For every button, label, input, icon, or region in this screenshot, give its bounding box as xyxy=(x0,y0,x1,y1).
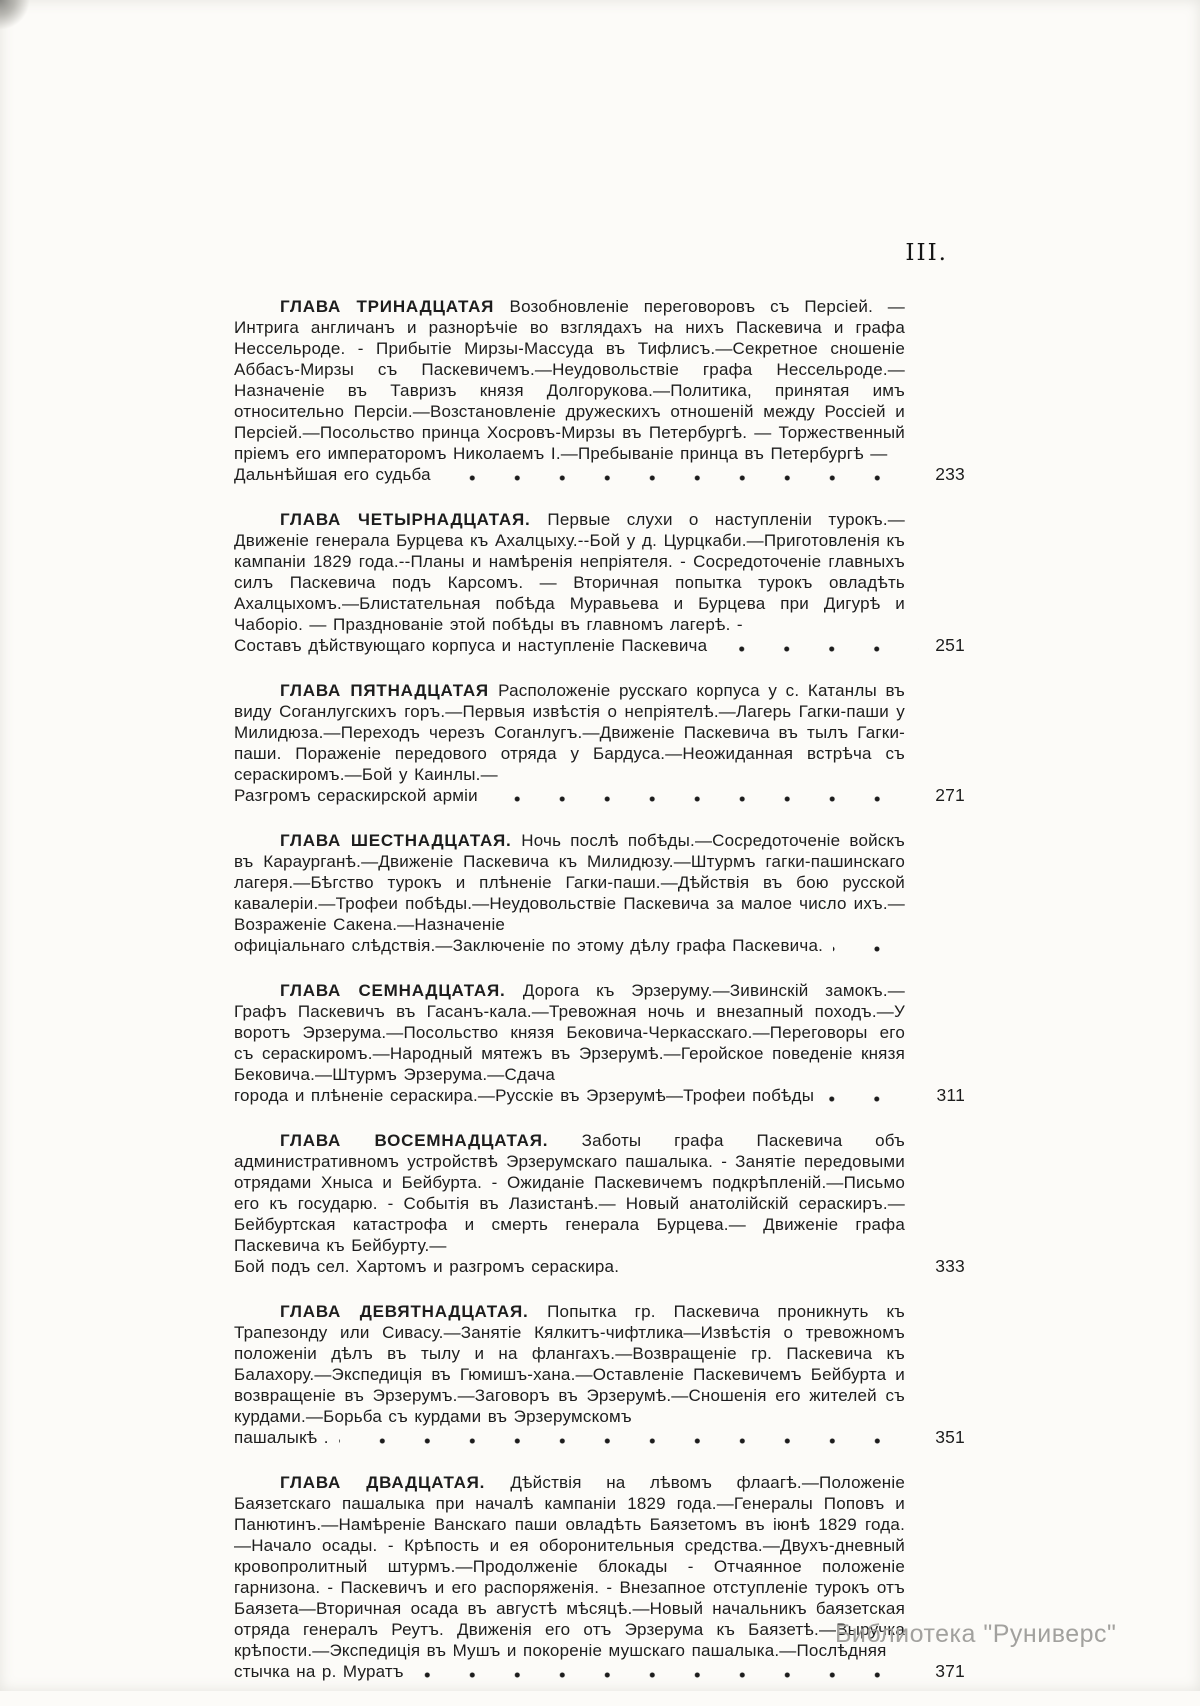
dot-leader xyxy=(414,1672,919,1679)
dot-leader xyxy=(339,1438,919,1445)
page-number: 333 xyxy=(935,1256,965,1276)
entry-last-line xyxy=(234,1661,965,1682)
entry-text xyxy=(234,1301,905,1427)
entry-text xyxy=(234,1472,905,1661)
chapter-summary: Попытка гр. Паскевича проникнуть къ Трапезонду или Сивасу.—Занятіе Кялкитъ-чифтлика—Извѣстія о тревожномъ положеніи дѣлъ въ тылу и на флангахъ.—Возвращеніе гр. Паскевича къ Балахору.—Экспедиція въ Гюмишъ-хана.—Оставленіе Паскевичемъ Бейбурта и возвращеніе въ Эрзерумъ.—Заговоръ въ Эрзерумѣ.—Сношенія его жителей съ курдами.—Борьба съ курдами въ Эрзерумскомъ xyxy=(234,1302,905,1426)
chapter-heading: ГЛАВА ДЕВЯТНАДЦАТАЯ. xyxy=(280,1302,548,1321)
folio-page-number: III. xyxy=(905,240,948,266)
chapter-summary: Расположеніе русскаго корпуса у с. Катанлы въ виду Соганлугскихъ горъ.—Первыя извѣстія о непріятелѣ.—Лагерь Гагки-паши у Милидюза.—Переходъ черезъ Соганлугъ.—Движеніе Паскевича въ тылъ Гагки-паши. Пораженіе передового отряда у Бардуса.—Неожиданная встрѣча съ сераскиромъ.—Бой у Каинлы.— xyxy=(234,681,905,784)
dot-leader xyxy=(824,1096,919,1103)
dot-leader xyxy=(441,475,919,482)
chapter-summary: Первые слухи о наступленіи турокъ.—Движеніе генерала Бурцева къ Ахалцыху.--Бой у д. Цурцкаби.—Приготовленія къ кампаніи 1829 года.--Планы и намѣренія непріятеля. - Сосредоточеніе главныхъ силъ Паскевича подъ Карсомъ. — Вторичная попытка турокъ овладѣть Ахалцыхомъ.—Блистательная побѣда Муравьева и Бурцева при Дигурѣ и Чаборіо. — Празднованіе этой побѣды въ главномъ лагерѣ. - xyxy=(234,510,905,634)
entry-last-line xyxy=(234,464,965,485)
chapter-heading: ГЛАВА ТРИНАДЦАТАЯ xyxy=(280,297,510,316)
toc-entry xyxy=(234,1301,965,1448)
library-watermark: Библиотека "Руниверс" xyxy=(835,1620,1117,1648)
chapter-summary: Ночь послѣ побѣды.—Сосредоточеніе войскъ въ Караурганѣ.—Движеніе Паскевича къ Милидюзу.—Штурмъ гагки-пашинскаго лагеря.—Бѣгство турокъ и плѣненіе Гагки-паши.—Дѣйствія въ бою русской кавалеріи.—Трофеи побѣды.—Неудовольствіе Паскевича за малое число ихъ.—Возраженіе Сакена.—Назначеніе xyxy=(234,831,905,934)
toc-entry xyxy=(234,509,965,656)
entry-text xyxy=(234,830,905,935)
entry-last-fragment: Разгромъ сераскирской арміи xyxy=(234,786,478,805)
entry-text xyxy=(234,1130,905,1256)
entry-last-line xyxy=(234,1085,965,1106)
entry-text xyxy=(234,980,905,1085)
page-number: 271 xyxy=(935,785,965,805)
toc-entry xyxy=(234,680,965,806)
toc-entry xyxy=(234,830,965,956)
entry-last-line xyxy=(234,785,965,806)
page-number: 351 xyxy=(935,1427,965,1447)
entry-last-fragment: Дальнѣйшая его судьба xyxy=(234,465,431,484)
toc-entry xyxy=(234,980,965,1106)
entry-last-fragment: Составъ дѣйствующаго корпуса и наступленіе Паскевича xyxy=(234,636,708,655)
entry-last-fragment: Бой подъ сел. Хартомъ и разгромъ сераскира. xyxy=(234,1257,620,1276)
dot-leader xyxy=(833,946,919,953)
entry-last-line xyxy=(234,1256,965,1277)
toc-entry xyxy=(234,296,965,485)
entry-last-fragment: стычка на р. Муратъ xyxy=(234,1662,404,1681)
page-number: 371 xyxy=(935,1661,965,1681)
chapter-heading: ГЛАВА ДВАДЦАТАЯ. xyxy=(280,1473,511,1492)
dot-leader xyxy=(717,646,919,653)
entry-text xyxy=(234,509,905,635)
page-number: 251 xyxy=(935,635,965,655)
entry-text xyxy=(234,680,905,785)
table-of-contents xyxy=(234,296,965,1706)
page-number: 233 xyxy=(935,464,965,484)
chapter-summary: Возобновленіе переговоровъ съ Персіей. — Интрига англичанъ и разнорѣчіе во взглядахъ на нихъ Паскевича и графа Нессельроде. - Прибытіе Мирзы-Массуда въ Тифлисъ.—Секретное сношеніе Аббасъ-Мирзы съ Паскевичемъ.—Неудовольствіе графа Нессельроде.—Назначеніе въ Тавризъ князя Долгорукова.—Политика, принятая имъ относительно Персіи.—Возстановленіе дружескихъ отношеній между Россіей и Персіей.—Посольство принца Хосровъ-Мирзы въ Петербургѣ. — Торжественный пріемъ его императоромъ Николаемъ I.—Пребываніе принца въ Петербургѣ — xyxy=(234,297,905,463)
chapter-heading: ГЛАВА ШЕСТНАДЦАТАЯ. xyxy=(280,831,522,850)
entry-last-fragment: города и плѣненіе сераскира.—Русскіе въ Эрзерумѣ—Трофеи побѣды xyxy=(234,1086,815,1105)
entry-last-line xyxy=(234,1427,965,1448)
entry-text xyxy=(234,296,905,464)
entry-last-line xyxy=(234,935,965,956)
entry-last-fragment: офиціальнаго слѣдствія.—Заключеніе по этому дѣлу графа Паскевича. xyxy=(234,936,824,955)
toc-entry xyxy=(234,1472,965,1682)
dot-leader xyxy=(488,796,919,803)
chapter-heading: ГЛАВА СЕМНАДЦАТАЯ. xyxy=(280,981,523,1000)
page-number: 311 xyxy=(936,1085,965,1105)
chapter-heading: ГЛАВА ВОСЕМНАДЦАТАЯ. xyxy=(280,1131,582,1150)
entry-last-fragment: пашалыкѣ . xyxy=(234,1428,329,1447)
chapter-summary: Дѣйствія на лѣвомъ флаагѣ.—Положеніе Баязетскаго пашалыка при началѣ кампаніи 1829 года.—Генералы Поповъ и Панютинъ.—Намѣреніе Ванскаго паши овладѣть Баязетомъ въ іюнѣ 1829 года.—Начало осады. - Крѣпость и ея оборонительныя средства.—Двухъ-дневный кровопролитный штурмъ.—Продолженіе блокады - Отчаянное положеніе гарнизона. - Паскевичъ и его распоряженія. - Внезапное отступленіе турокъ отъ Баязета—Вторичная осада въ августѣ мѣсяцѣ.—Новый начальникъ баязетская отряда генералъ Реутъ. Движенія его отъ Эрзерума къ Баязетѣ.—Выручка крѣпости.—Экспедиція въ Мушъ и покореніе мушскаго пашалыка.—Послѣдняя xyxy=(234,1473,905,1660)
scan-corner-artifact xyxy=(0,0,30,30)
dot-leader xyxy=(629,1267,919,1274)
chapter-summary: Дорога къ Эрзеруму.—Зивинскій замокъ.—Графъ Паскевичъ въ Гасанъ-кала.—Тревожная ночь и внезапный походъ.—У воротъ Эрзерума.—Посольство князя Бековича-Черкасскаго.—Переговоры его съ сераскиромъ.—Народный мятежъ въ Эрзерумѣ.—Геройское поведеніе князя Бековича.—Штурмъ Эрзерума.—Сдача xyxy=(234,981,905,1084)
entry-last-line xyxy=(234,635,965,656)
chapter-heading: ГЛАВА ПЯТНАДЦАТАЯ xyxy=(280,681,499,700)
chapter-heading: ГЛАВА ЧЕТЫРНАДЦАТАЯ. xyxy=(280,510,548,529)
chapter-summary: Заботы графа Паскевича объ административномъ устройствѣ Эрзерумскаго пашалыка. - Занятіе передовыми отрядами Хныса и Бейбурта. - Ожиданіе Паскевичемъ подкрѣпленій.—Письмо его къ государю. - Событія въ Лазистанѣ.— Новый анатолійскій сераскиръ.—Бейбуртская катастрофа и смерть генерала Бурцева.— Движеніе графа Паскевича къ Бейбурту.— xyxy=(234,1131,905,1255)
toc-entry xyxy=(234,1130,965,1277)
